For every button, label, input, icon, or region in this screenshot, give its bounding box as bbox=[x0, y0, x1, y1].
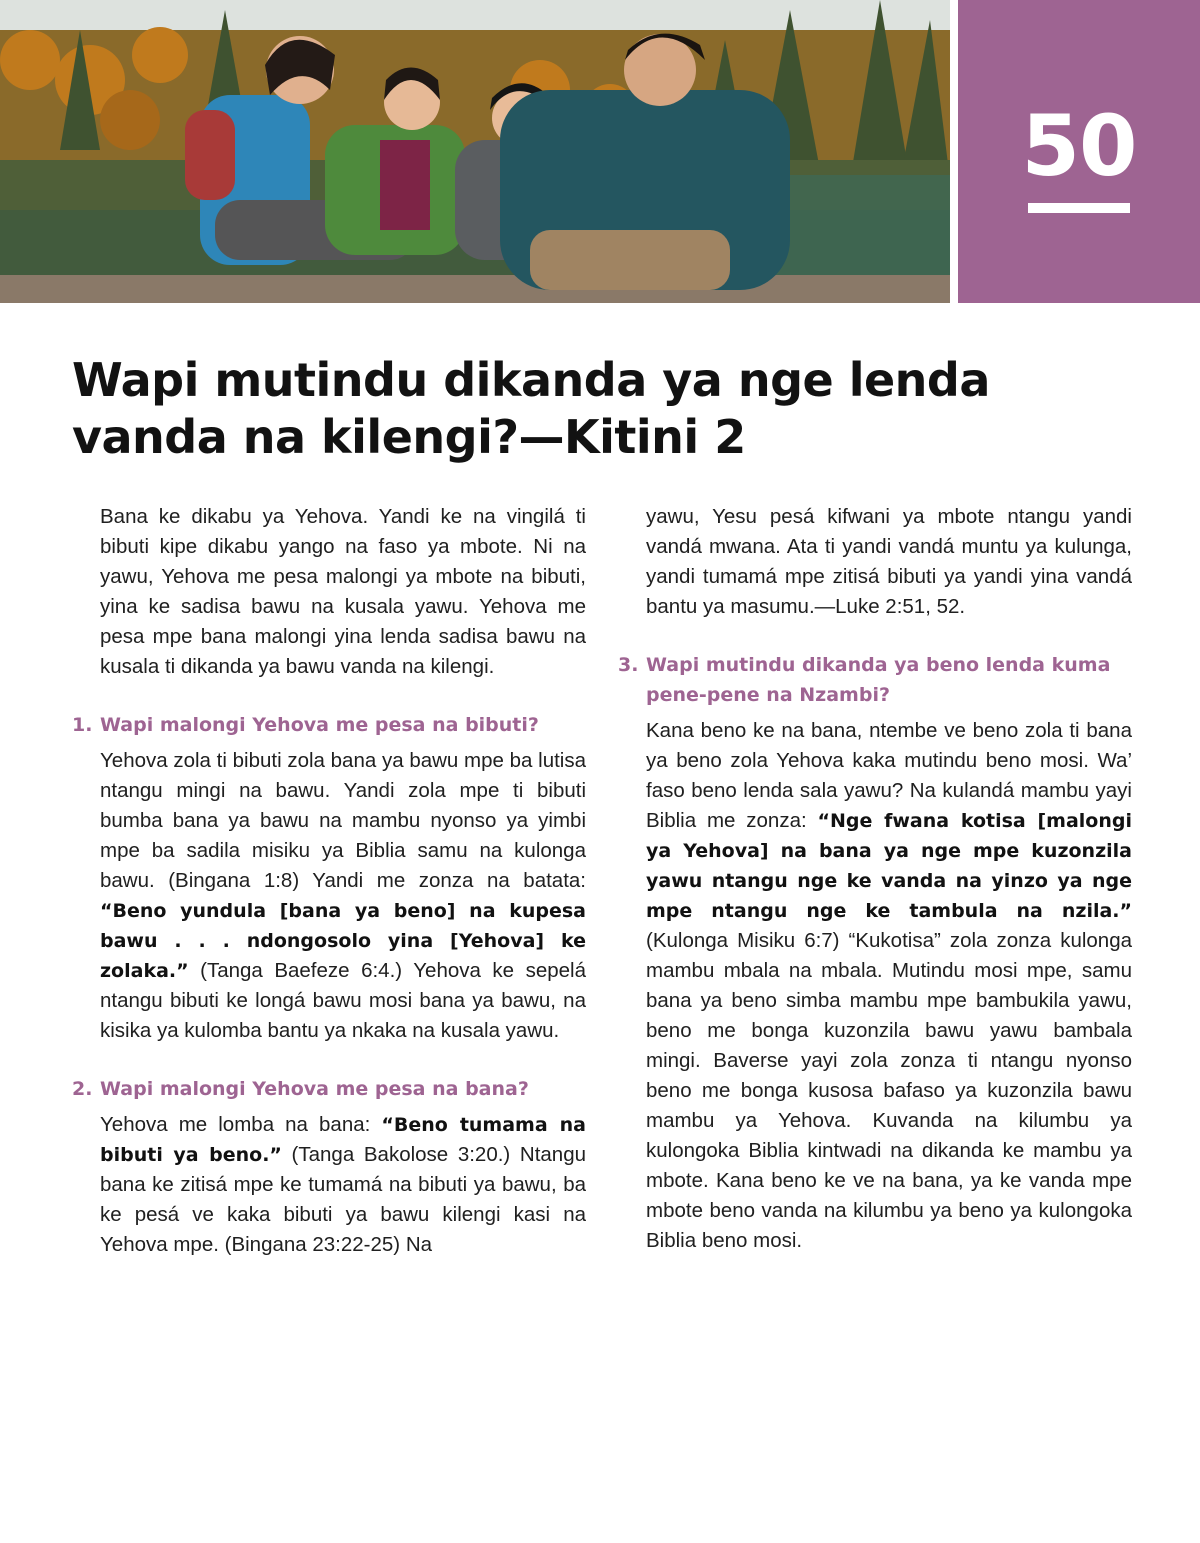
header-photo bbox=[0, 0, 950, 303]
question-text: Wapi malongi Yehova me pesa na bibuti? bbox=[100, 714, 539, 736]
answer-text: (Tanga Bakolose 3:20.) Ntangu bana ke zitisá mpe ke tumamá na bibuti ya bawu, ba ke pesá ve kaka bibuti ya bawu kilengi kasi na Yehova mpe. (Bingana 23:22-25) Na bbox=[100, 1143, 586, 1256]
answer-2-continuation bbox=[618, 502, 1132, 622]
question-text: Wapi mutindu dikanda ya beno lenda kuma pene-pene na Nzambi? bbox=[646, 654, 1111, 706]
answer-text: Yehova zola ti bibuti zola bana ya bawu mpe ba lutisa ntangu mingi na bawu. Yandi zola mpe ti bibuti bumba bana ya bawu na mambu nyonso ya yimbi mpe ba sadila misiku ya Biblia samu na kulonga bawu. (Bingana 1:8) Yandi me zonza na batata: bbox=[100, 749, 586, 892]
answer-3-paragraph bbox=[618, 716, 1132, 1256]
answer-1-paragraph bbox=[72, 746, 586, 1046]
page-title: Wapi mutindu dikanda ya nge lenda vanda na kilengi?—Kitini 2 bbox=[72, 353, 990, 464]
question-number: 2. bbox=[72, 1078, 93, 1100]
lesson-number-block bbox=[958, 0, 1200, 303]
question-number: 1. bbox=[72, 714, 93, 736]
answer-2-paragraph bbox=[72, 1110, 586, 1260]
intro-paragraph: Bana ke dikabu ya Yehova. Yandi ke na vingilá ti bibuti kipe dikabu yango na faso ya mbote. Ni na yawu, Yehova me pesa malongi ya mbote na bibuti, yina ke sadisa bawu na kusala yawu. Yehova me pesa mpe bana malongi yina lenda sadisa bawu na kusala ti dikanda ya bawu vanda na kilengi. bbox=[100, 505, 586, 678]
answer-text: (Tanga Baefeze 6:4.) Yehova ke sepelá ntangu bibuti ke longá bawu mosi bana ya bawu, na kisika ya kulomba bantu ya nkaka na kusala yawu. bbox=[100, 959, 586, 1042]
lesson-number: 50 bbox=[1021, 97, 1137, 195]
question-1 bbox=[72, 710, 586, 740]
scripture-quote: “Beno tumama na bibuti ya beno.” bbox=[100, 1114, 586, 1166]
lesson-number-underline bbox=[1028, 203, 1130, 213]
answer-text: Yehova me lomba na bana: bbox=[100, 1113, 382, 1136]
question-3 bbox=[618, 650, 1132, 710]
family-by-lake-photo-icon bbox=[0, 0, 950, 303]
question-text: Wapi malongi Yehova me pesa na bana? bbox=[100, 1078, 529, 1100]
answer-text: (Kulonga Misiku 6:7) “Kukotisa” zola zonza kulonga mambu mbala na mbala. Mutindu mosi mpe, samu bana ya beno simba mambu mpe bambukila yawu, beno me bonga kuzonzila bawu yawu bambala mingi. Baverse yayi zola zonza ti ntangu nyonso beno me bonga kusosa bafaso ya kuzonzila bawu mambu ya Yehova. Kuvanda na kilumbu ya kulongoka Biblia kintwadi na dikanda ke mambu ya mbote. Kana beno ke ve na bana, ya ke vanda mpe mbote beno vanda na kilumbu ya beno ya kulongoka Biblia beno mosi. bbox=[646, 929, 1132, 1252]
answer-text: yawu, Yesu pesá kifwani ya mbote ntangu yandi vandá mwana. Ata ti yandi vandá muntu ya kulunga, yandi tumamá mpe zitisá bibuti ya yandi yina vandá bantu ya masumu.—Luke 2:51, 52. bbox=[646, 505, 1132, 618]
left-column bbox=[72, 502, 586, 1260]
scripture-quote: “Beno yundula [bana ya beno] na kupesa bawu . . . ndongosolo yina [Yehova] ke zolaka.” bbox=[100, 900, 586, 982]
right-column bbox=[618, 502, 1132, 1256]
answer-text: Kana beno ke na bana, ntembe ve beno zola ti bana ya beno zola Yehova kaka mutindu beno mosi. Wa’ faso beno lenda sala yawu? Na kulandá mambu yayi Biblia me zonza: bbox=[646, 719, 1132, 832]
question-number: 3. bbox=[618, 654, 639, 676]
question-2 bbox=[72, 1074, 586, 1104]
scripture-quote: “Nge fwana kotisa [malongi ya Yehova] na bana ya nge mpe kuzonzila yawu ntangu nge ke vanda na yinzo ya nge mpe ntangu nge ke tambula na nzila.” bbox=[646, 810, 1133, 922]
